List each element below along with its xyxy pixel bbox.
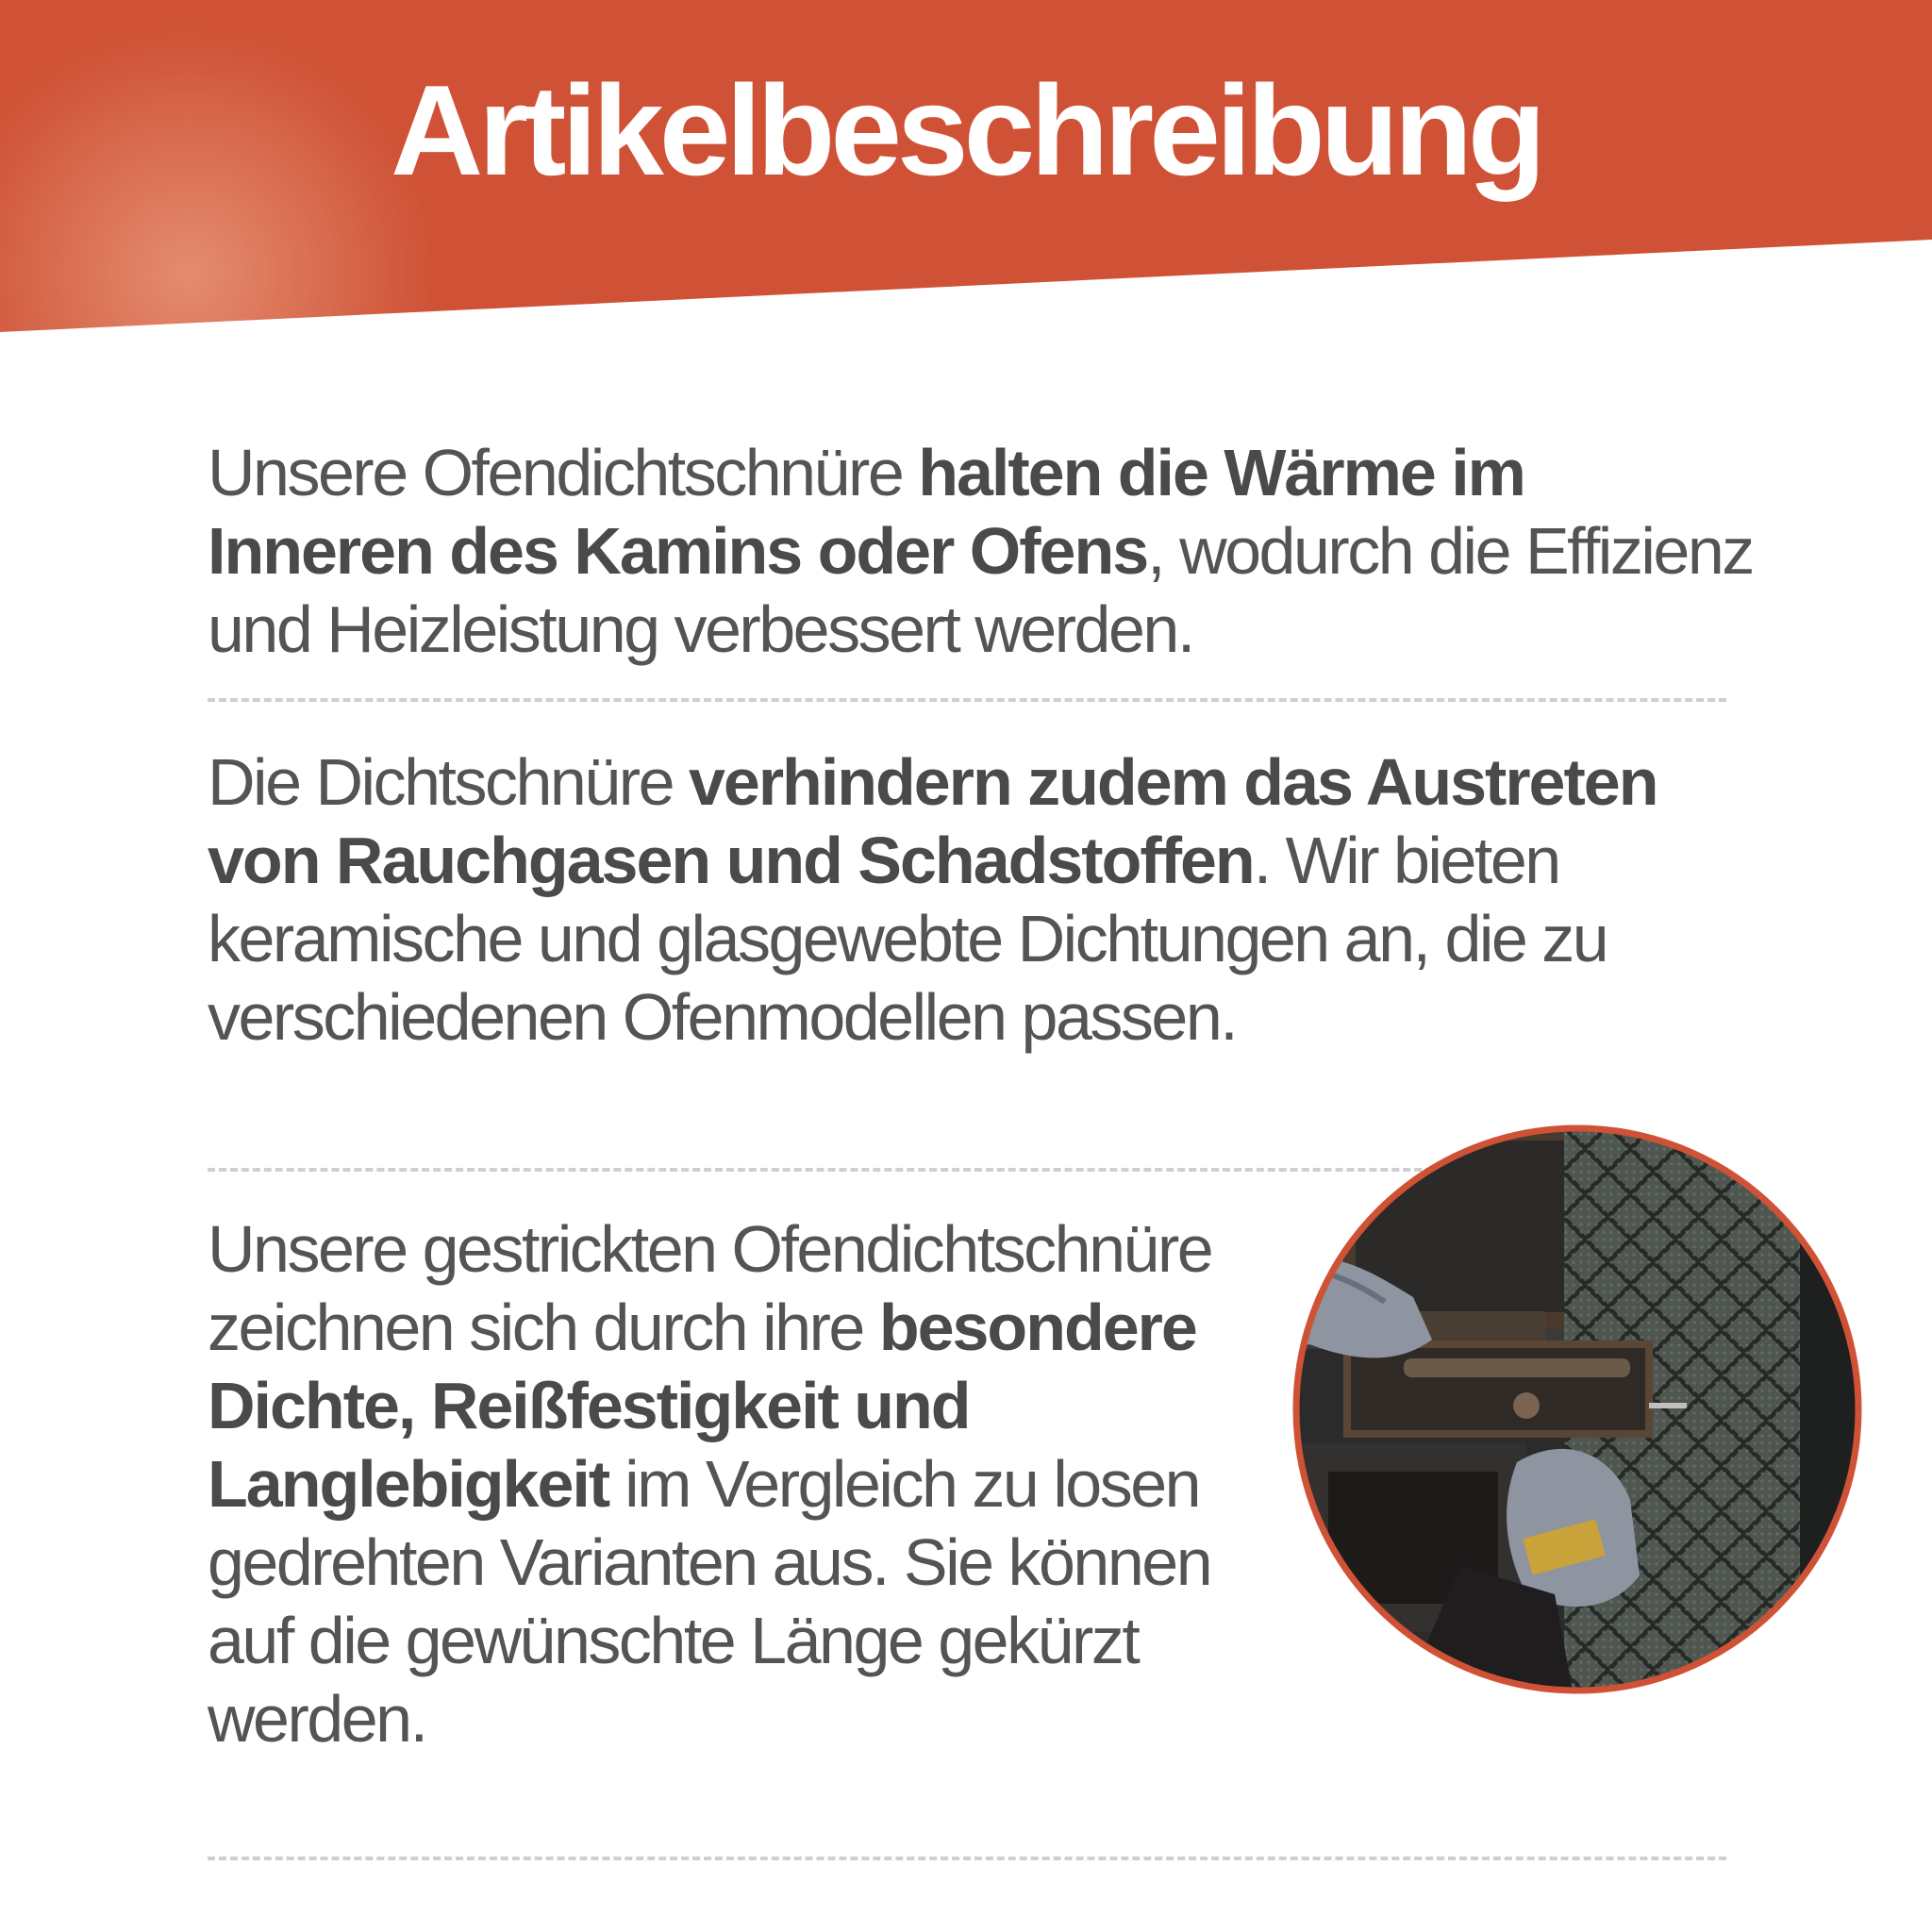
paragraph-knitted-cords <box>208 1210 1302 1758</box>
oven-door-photo <box>1291 1123 1864 1696</box>
paragraph-heat-retention <box>208 434 1755 669</box>
header-banner <box>0 0 1932 340</box>
page-title: Artikelbeschreibung <box>391 58 1541 202</box>
dashed-divider <box>208 698 1726 702</box>
body-text: im Vergleich zu losen gedrehten Varianten aus. Sie können auf die gewünschte Länge gekürzt werden. <box>208 1447 1211 1756</box>
body-text: , wodurch die Effizienz und Heizleistung verbessert werden. <box>208 514 1753 666</box>
product-photo-circle <box>1291 1123 1864 1696</box>
body-text: Unsere Ofendichtschnüre <box>208 436 919 509</box>
body-text: Unsere gestrickten Ofendichtschnüre zeichnen sich durch ihre <box>208 1212 1212 1364</box>
highlight-text: verhindern zudem das Austreten von Rauchgasen und Schadstoffen <box>208 745 1657 897</box>
paragraph-smoke-protection <box>208 743 1755 1057</box>
highlight-text: besondere Dichte, Reißfestigkeit und Langlebigkeit <box>208 1291 1196 1521</box>
dashed-divider <box>208 1857 1726 1860</box>
body-text: . Wir bieten keramische und glasgewebte Dichtungen an, die zu verschiedenen Ofenmodellen passen. <box>208 824 1607 1054</box>
body-text: Die Dichtschnüre <box>208 745 689 819</box>
highlight-text: halten die Wärme im Inneren des Kamins oder Ofens <box>208 436 1524 588</box>
